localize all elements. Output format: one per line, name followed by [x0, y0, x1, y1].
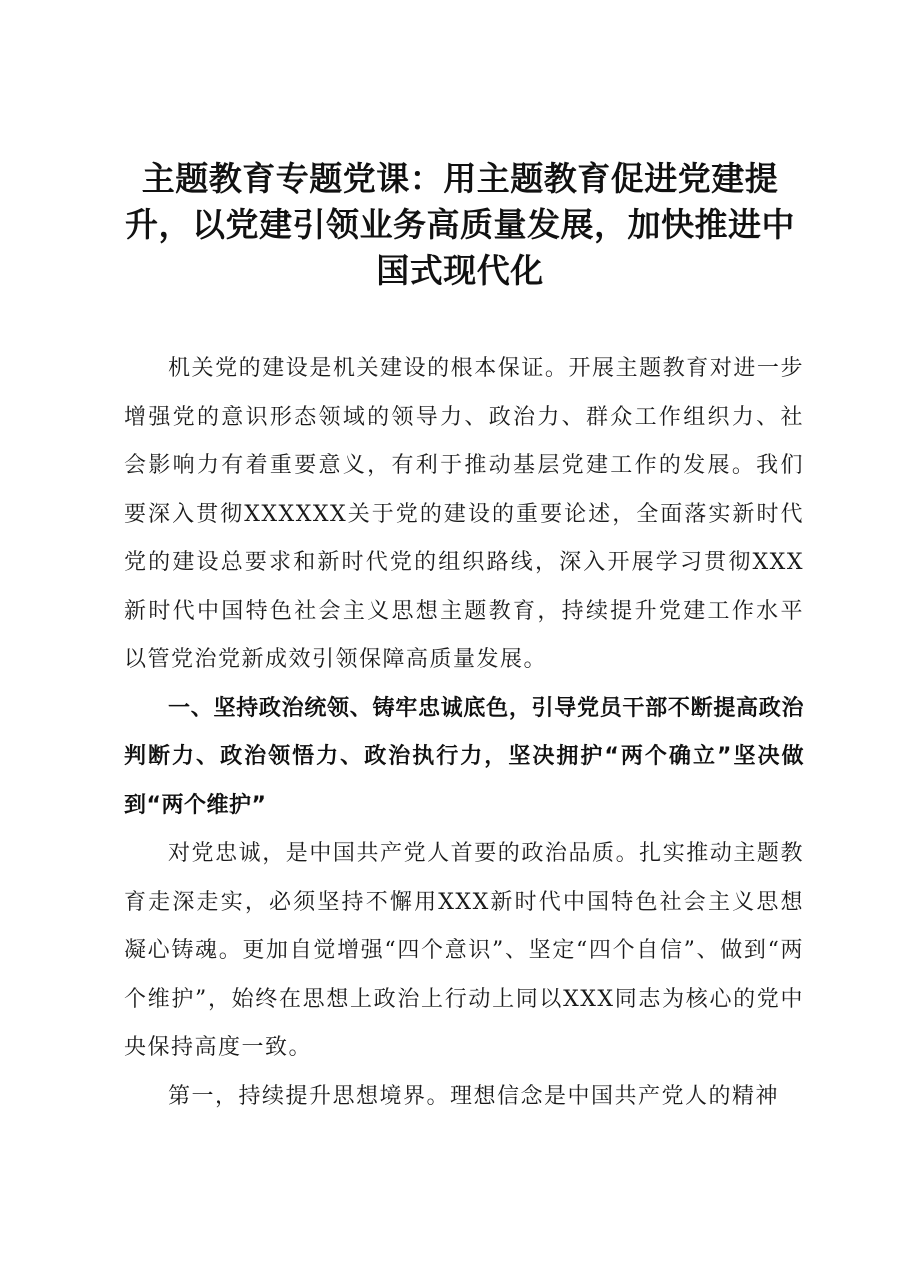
document-title: 主题教育专题党课：用主题教育促进党建提升，以党建引领业务高质量发展，加快推进中国式现代化: [125, 159, 795, 290]
body-paragraph: 第一，持续提升思想境界。理想信念是中国共产党人的精神: [168, 1083, 780, 1109]
section-heading: 一、坚持政治统领、铸牢忠诚底色，引导党员干部不断提高政治判断力、政治领悟力、政治执行力，坚决拥护“两个确立”坚决做到“两个维护”: [124, 695, 804, 818]
body-paragraph: 对党忠诚，是中国共产党人首要的政治品质。扎实推动主题教育走深走实，必须坚持不懈用XXX新时代中国特色社会主义思想凝心铸魂。更加自觉增强“四个意识”、坚定“四个自信”、做到“两个维护”，始终在思想上政治上行动上同以XXX同志为核心的党中央保持高度一致。: [124, 841, 804, 1060]
body-paragraph: 机关党的建设是机关建设的根本保证。开展主题教育对进一步增强党的意识形态领域的领导力、政治力、群众工作组织力、社会影响力有着重要意义，有利于推动基层党建工作的发展。我们要深入贯彻XXXXXX关于党的建设的重要论述，全面落实新时代党的建设总要求和新时代党的组织路线，深入开展学习贯彻XXX新时代中国特色社会主义思想主题教育，持续提升党建工作水平以管党治党新成效引领保障高质量发展。: [124, 356, 804, 672]
document-body: [124, 345, 804, 1121]
